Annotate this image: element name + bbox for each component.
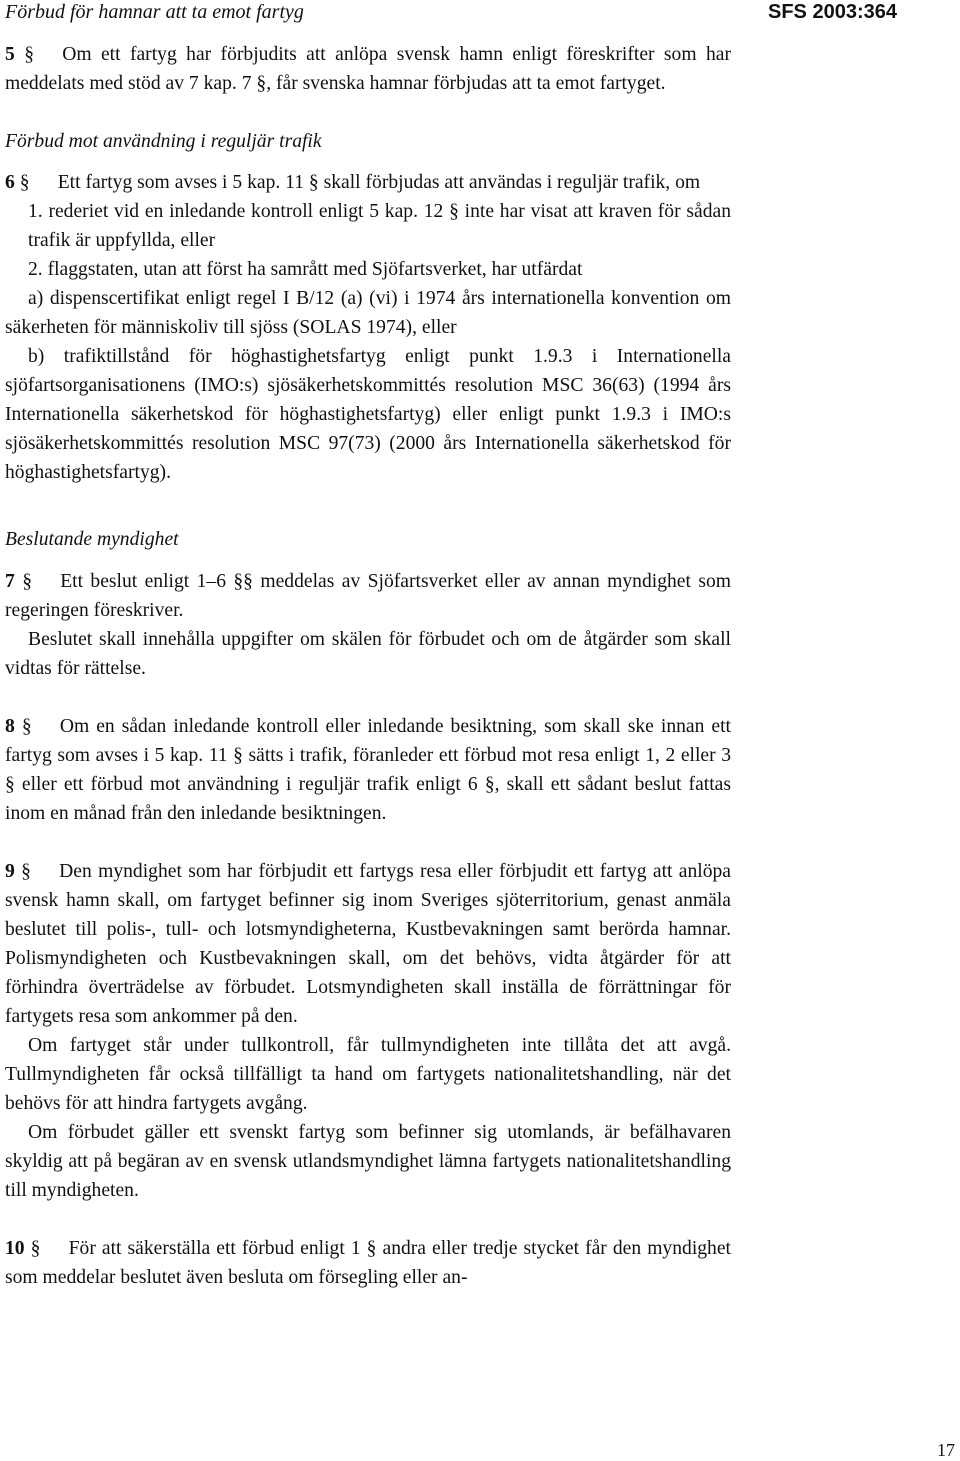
section-10-paragraph bbox=[5, 1234, 731, 1292]
section-6-sign: § bbox=[19, 172, 30, 193]
section-8-sign: § bbox=[21, 716, 32, 737]
section-10 bbox=[5, 1234, 731, 1292]
section-7-paragraph-2: Beslutet skall innehålla uppgifter om skälen för förbudet och om de åtgärder som skall vidtas för rättelse. bbox=[5, 629, 731, 679]
page-header bbox=[0, 0, 960, 28]
section-7 bbox=[5, 567, 731, 683]
section-7-text: Ett beslut enligt 1–6 §§ meddelas av Sjöfartsverket eller av annan myndighet som regeringen föreskriver. bbox=[5, 571, 731, 621]
section-6 bbox=[5, 168, 731, 487]
section-6-sub-b: b) trafiktillstånd för höghastighetsfartyg enligt punkt 1.9.3 i Internationella sjöfartsorganisationens (IMO:s) sjösäkerhetskommittés resolution MSC 36(63) (1994 års Internationella säkerhetskod för höghastighetsfartyg) eller enligt punkt 1.9.3 i IMO:s sjösäkerhetskommittés resolution MSC 97(73) (2000 års Internationella säkerhetskod för höghastighetsfartyg). bbox=[5, 346, 731, 483]
section-7-paragraph bbox=[5, 567, 731, 625]
section-5-sign: § bbox=[24, 44, 34, 65]
section-6-number: 6 bbox=[5, 172, 15, 193]
heading-deciding-authority: Beslutande myndighet bbox=[5, 529, 179, 550]
statute-body bbox=[5, 40, 731, 1292]
section-6-text: Ett fartyg som avses i 5 kap. 11 § skall förbjudas att användas i reguljär trafik, om bbox=[57, 172, 701, 193]
running-title: Förbud för hamnar att ta emot fartyg bbox=[5, 1, 304, 23]
section-7-sign: § bbox=[22, 571, 32, 592]
section-5 bbox=[5, 40, 731, 98]
section-9-sign: § bbox=[21, 861, 31, 882]
section-5-text: Om ett fartyg har förbjudits att anlöpa svensk hamn enligt föreskrifter som har meddelats med stöd av 7 kap. 7 §, får svenska hamnar förbjudas att ta emot fartyget. bbox=[5, 44, 732, 94]
section-8-number: 8 bbox=[5, 716, 15, 737]
section-9-number: 9 bbox=[5, 861, 15, 882]
sfs-number: SFS 2003:364 bbox=[768, 1, 897, 23]
section-9-paragraph-3: Om förbudet gäller ett svenskt fartyg som befinner sig utomlands, är befälhavaren skyldig att på begäran av en svensk utlandsmyndighet lämna fartygets nationalitetshandling till myndigheten. bbox=[5, 1122, 731, 1201]
section-6-item-1: 1. rederiet vid en inledande kontroll enligt 5 kap. 12 § inte har visat att kraven för sådan trafik är uppfyllda, eller bbox=[28, 201, 731, 251]
section-6-sub-a: a) dispenscertifikat enligt regel I B/12 (a) (vi) i 1974 års internationella konvention om säkerheten för människoliv till sjöss (SOLAS 1974), eller bbox=[5, 288, 731, 338]
section-6-paragraph bbox=[5, 168, 731, 197]
section-9-text: Den myndighet som har förbjudit ett fartygs resa eller förbjudit ett fartyg att anlöpa svensk hamn skall, om fartyget befinner sig inom Sveriges sjöterritorium, genast anmäla beslutet till polis-, tull- och lotsmyndigheterna, Kustbevakningen samt berörda hamnar. Polismyndigheten och Kustbevakningen skall, om det behövs, vidta åtgärder för att förhindra överträdelse av förbudet. Lotsmyndigheten skall inställa de förrättningar för fartygets resa som ankommer på den. bbox=[5, 861, 731, 1027]
section-10-text: För att säkerställa ett förbud enligt 1 § andra eller tredje stycket får den myndighet som meddelar beslutet även besluta om försegling eller an- bbox=[5, 1238, 731, 1288]
section-8-text: Om en sådan inledande kontroll eller inledande besiktning, som skall ske innan ett fartyg som avses i 5 kap. 11 § sätts i trafik, föranleder ett förbud mot resa enligt 1, 2 eller 3 § eller ett förbud mot användning i reguljär trafik enligt 6 §, skall ett sådant beslut fattas inom en månad från den inledande besiktningen. bbox=[5, 716, 731, 824]
section-9 bbox=[5, 857, 731, 1205]
section-9-paragraph-2: Om fartyget står under tullkontroll, får tullmyndigheten inte tillåta det att avgå. Tullmyndigheten får också tillfälligt ta hand om fartygets nationalitetshandling, när det behövs för att hindra fartygets avgång. bbox=[5, 1035, 731, 1114]
section-8 bbox=[5, 712, 731, 828]
section-8-paragraph bbox=[5, 712, 731, 828]
section-10-sign: § bbox=[30, 1238, 41, 1259]
section-10-number: 10 bbox=[5, 1238, 25, 1259]
section-7-number: 7 bbox=[5, 571, 15, 592]
section-5-number: 5 bbox=[5, 44, 15, 65]
section-5-paragraph bbox=[5, 40, 731, 98]
heading-regular-traffic: Förbud mot användning i reguljär trafik bbox=[5, 131, 322, 152]
page-number: 17 bbox=[937, 1440, 955, 1460]
section-9-paragraph bbox=[5, 857, 731, 1031]
section-6-item-2: 2. flaggstaten, utan att först ha samrått med Sjöfartsverket, har utfärdat bbox=[28, 259, 583, 280]
